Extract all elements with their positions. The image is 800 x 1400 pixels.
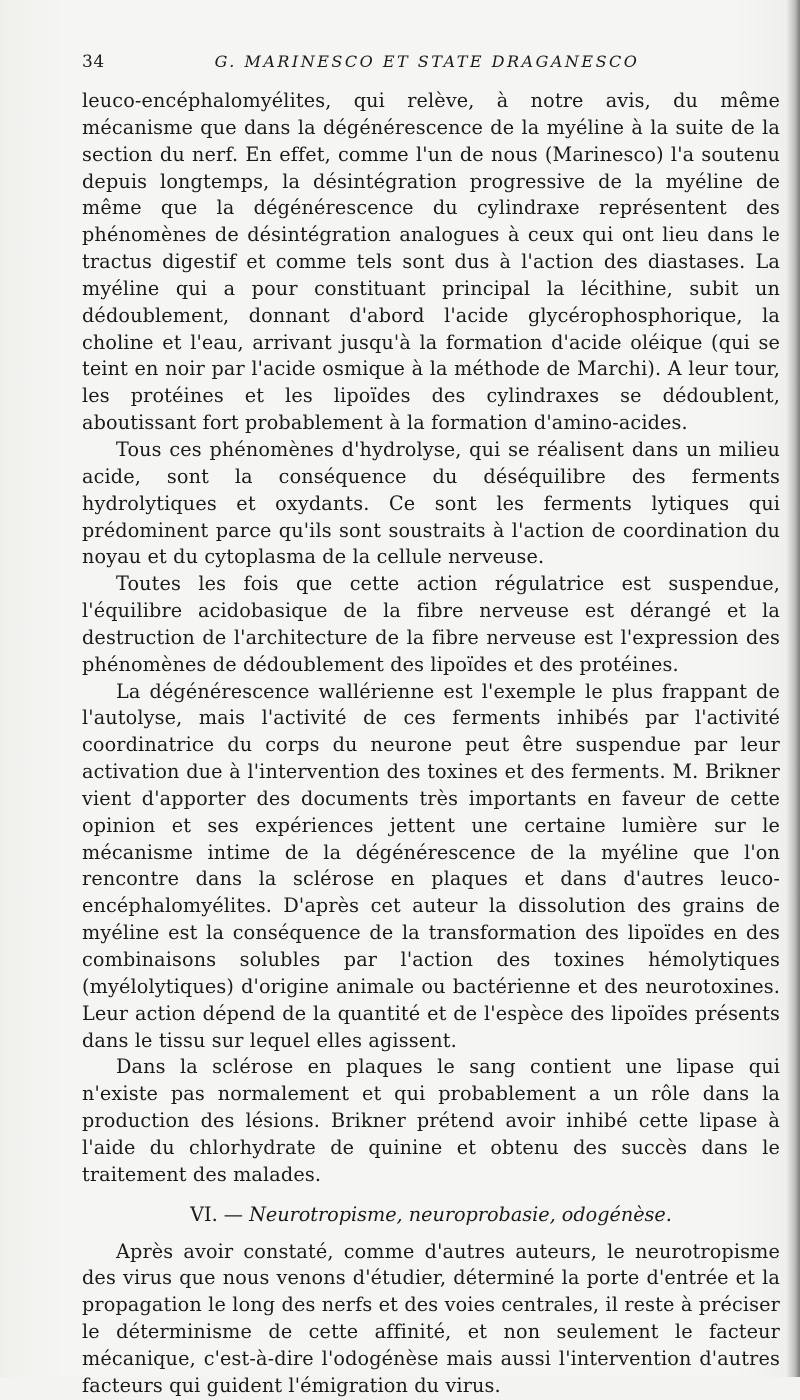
page-edge-shadow <box>786 0 800 1377</box>
page-header <box>82 52 772 76</box>
section-title: Neurotropisme, neuroprobasie, odogénèse. <box>249 1202 672 1226</box>
page-number: 34 <box>82 52 105 72</box>
paragraph: La dégénérescence wallérienne est l'exemple le plus frappant de l'autolyse, mais l'activité de ces ferments inhibés par l'activité coordinatrice du corps du neurone peut être suspendue par leur activation due à l'intervention des toxines et des ferments. M. Brikner vient d'apporter des documents très importants en faveur de cette opinion et ses expériences jettent une certaine lumière sur le mécanisme intime de la dégénérescence de la myéline que l'on rencontre dans la sclérose en plaques et dans d'autres leuco-encéphalomyélites. D'après cet auteur la dissolution des grains de myéline est la conséquence de la transformation des lipoïdes en des combinaisons solubles par l'action des toxines hémolytiques (myélolytiques) d'origine animale ou bactérienne et des neurotoxines. Leur action dépend de la quantité et de l'espèce des lipoïdes présents dans le tissu sur lequel elles agissent. <box>82 679 780 1052</box>
body-text <box>82 88 780 1400</box>
section-heading <box>82 1202 780 1228</box>
paragraph: Tous ces phénomènes d'hydrolyse, qui se réalisent dans un milieu acide, sont la conséquence du déséquilibre des ferments hydrolytiques et oxydants. Ce sont les ferments lytiques qui prédominent parce qu'ils sont soustraits à l'action de coordination du noyau et du cytoplasma de la cellule nerveuse. <box>82 437 780 569</box>
section-dash: — <box>217 1202 250 1226</box>
section-number: VI. <box>190 1202 218 1226</box>
running-title: G. MARINESCO ET STATE DRAGANESCO <box>214 52 640 71</box>
paragraph: leuco-encéphalomyélites, qui relève, à notre avis, du même mécanisme que dans la dégénérescence de la myéline à la suite de la section du nerf. En effet, comme l'un de nous (Marinesco) l'a soutenu depuis longtemps, la désintégration progressive de la myéline de même que la dégénérescence du cylindraxe représentent des phénomènes de désintégration analogues à ceux qui ont lieu dans le tractus digestif et comme tels sont dus à l'action des diastases. La myéline qui a pour constituant principal la lécithine, subit un dédoublement, donnant d'abord l'acide glycérophosphorique, la choline et l'eau, arrivant jusqu'à la formation d'acide oléique (qui se teint en noir par l'acide osmique à la méthode de Marchi). A leur tour, les protéines et les lipoïdes des cylindraxes se dédoublent, aboutissant fort probablement à la formation d'amino-acides. <box>82 89 780 435</box>
paragraph: Dans la sclérose en plaques le sang contient une lipase qui n'existe pas normalement et qui probablement a un rôle dans la production des lésions. Brikner prétend avoir inhibé cette lipase à l'aide du chlorhydrate de quinine et obtenu des succès dans le traitement des malades. <box>82 1055 780 1186</box>
paragraph: Après avoir constaté, comme d'autres auteurs, le neurotropisme des virus que nous venons d'étudier, déterminé la porte d'entrée et la propagation le long des nerfs et des voies centrales, il reste à préciser le déterminisme de cette affinité, et non seulement le facteur mécanique, c'est-à-dire l'odogénèse mais aussi l'intervention d'autres facteurs qui guident l'émigration du virus. <box>82 1239 780 1397</box>
paragraph: Toutes les fois que cette action régulatrice est suspendue, l'équilibre acidobasique de la fibre nerveuse est dérangé et la destruction de l'architecture de la fibre nerveuse est l'expression des phénomènes de dédoublement des lipoïdes et des protéines. <box>82 572 780 676</box>
